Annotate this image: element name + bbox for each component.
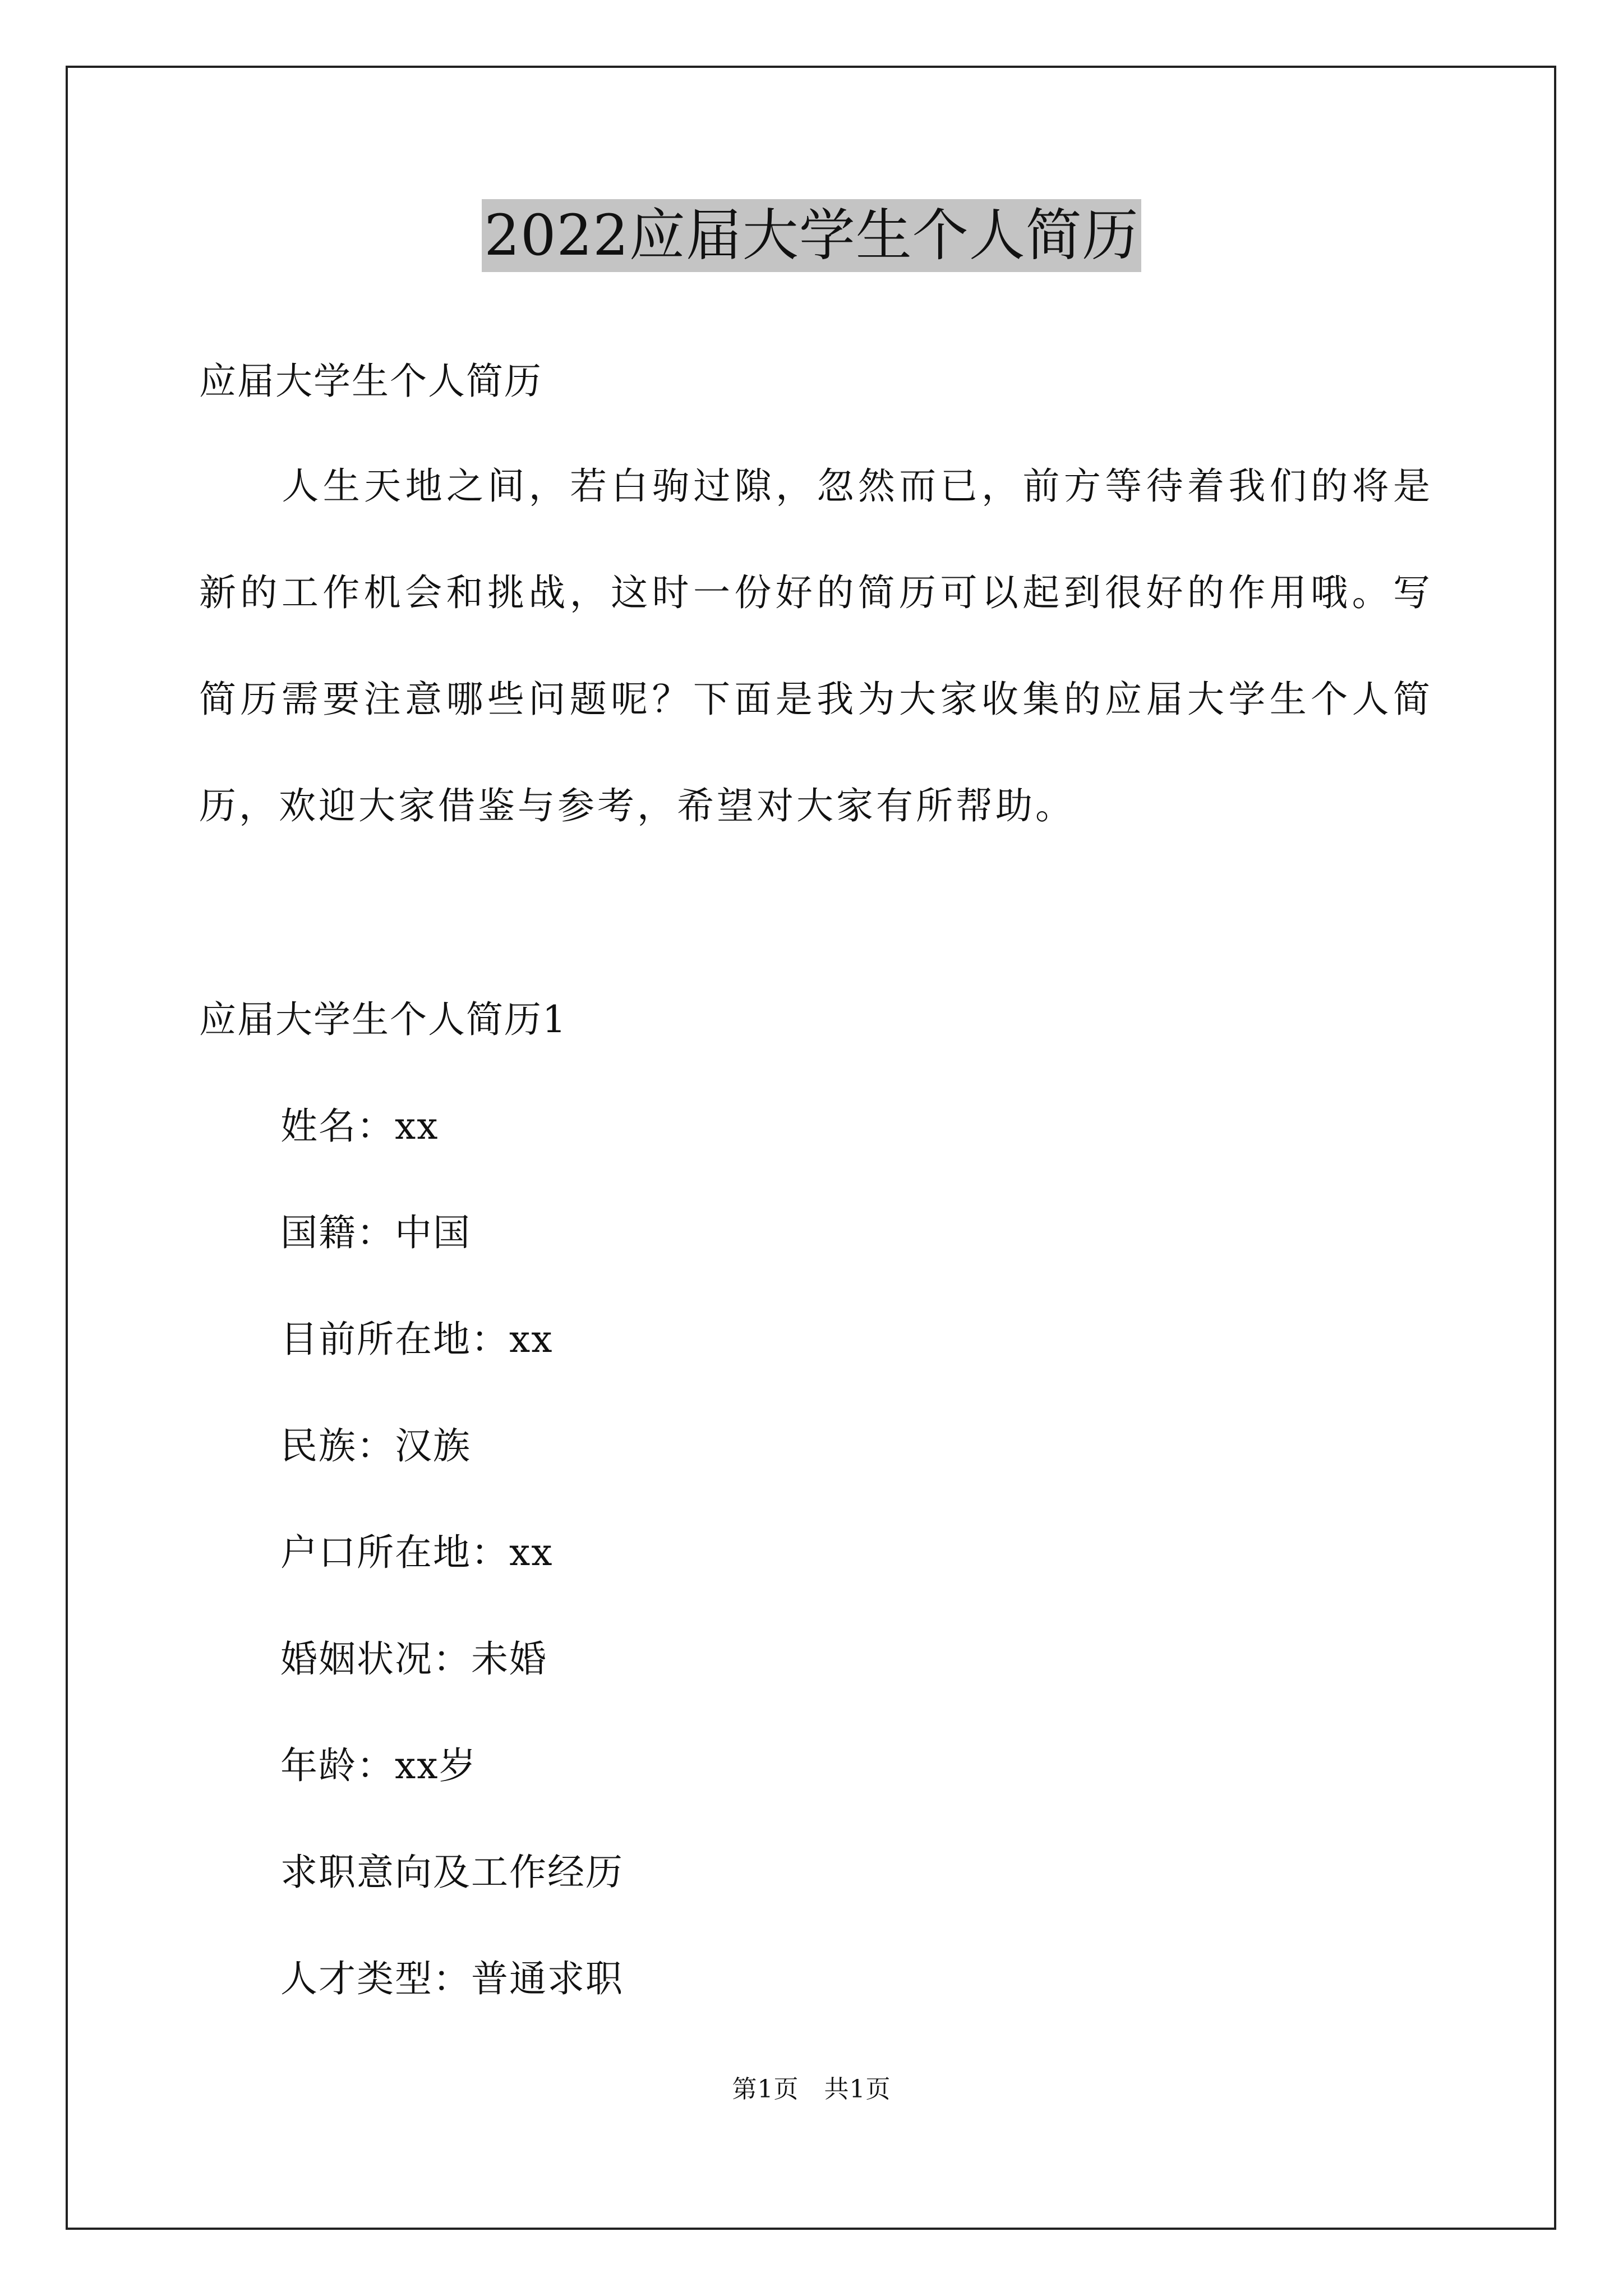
field-talent-type: 人才类型：普通求职 [280,1957,624,2000]
field-household-registration: 户口所在地：xx [280,1531,554,1574]
field-marital-status: 婚姻状况：未婚 [280,1637,547,1681]
document-title: 2022应届大学生个人简历 [482,199,1141,272]
intro-paragraph [199,433,1433,859]
field-nationality: 国籍：中国 [280,1211,471,1254]
field-current-location: 目前所在地：xx [280,1318,554,1361]
field-name: 姓名：xx [280,1105,439,1148]
page-footer: 第1页 共1页 [732,2075,891,2104]
document-title-block [0,199,1623,272]
field-job-intention-heading: 求职意向及工作经历 [280,1851,624,1894]
intro-text: 人生天地之间，若白驹过隙，忽然而已，前方等待着我们的将是新的工作机会和挑战，这时一份好的简历可以起到很好的作用哦。写简历需要注意哪些问题呢？下面是我为大家收集的应届大学生个人简历，欢迎大家借鉴与参考，希望对大家有所帮助。 [199,464,1433,827]
field-ethnicity: 民族：汉族 [280,1424,471,1467]
document-heading: 应届大学生个人简历 [199,360,542,403]
field-age: 年龄：xx岁 [280,1744,477,1787]
section-title: 应届大学生个人简历1 [199,998,567,1041]
